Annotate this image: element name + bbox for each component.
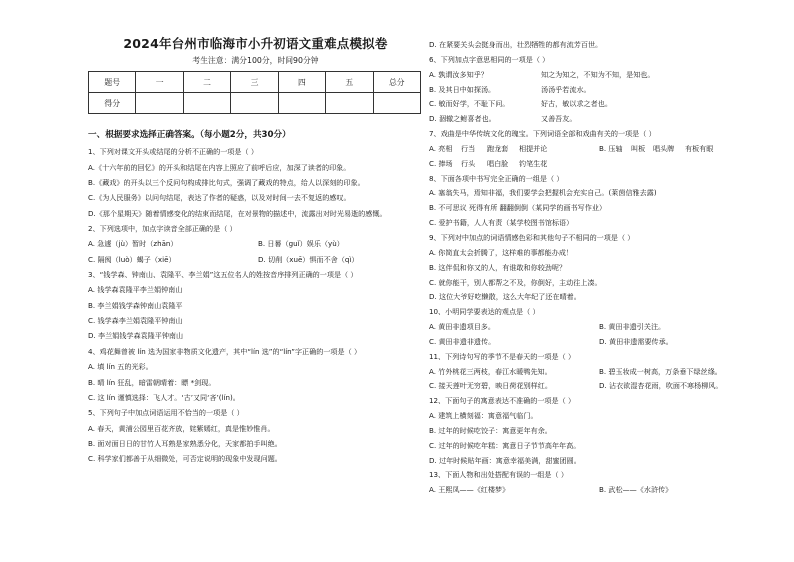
question-line: 1、下列对课文开头或结尾的分析不正确的一项是（ ） (88, 147, 258, 157)
option-d-pair: 又善吾友。 (541, 114, 577, 124)
question-line: 4、鸡花舞曾被 lín 选为国家非物质文化遗产，其中“lín 选”的“lín”字正确的一项是（ ） (88, 346, 362, 356)
score-cell: 总分 (373, 72, 420, 93)
question-line: 13、下面人物和出处搭配有误的一组是（ ） (429, 470, 568, 480)
score-table-header-row (89, 72, 421, 93)
option-c: C. 黄田非遗非遗传。 (429, 336, 496, 346)
option-line: A. 春天，黄浦公园里百花齐放，姹紫嫣红，真是惟妙惟肖。 (88, 423, 275, 433)
option-row (88, 255, 423, 264)
option-word: 有板有眼 (685, 143, 714, 153)
question-line: 9、下列对中加点的词语情感色彩和其他句子不相同的一项是（ ） (429, 232, 635, 242)
option-line: D. 李兰娟钱学森袁隆平钟南山 (88, 331, 184, 341)
option-row (429, 485, 764, 494)
option-a: A. 王熙凤——《红楼梦》 (429, 485, 510, 495)
option-line: C. 爱护书籍，人人有责（某学校图书馆标语） (429, 218, 574, 228)
option-d: D. 涸辙之鲋喜者也。 (429, 114, 496, 124)
option-word: 行当 (461, 143, 476, 153)
score-cell: 三 (231, 72, 278, 93)
option-word: 相提并论 (519, 143, 548, 153)
option-line: A. 建筑上横刻福：寓意福气临门。 (429, 411, 538, 421)
option-row (429, 99, 764, 108)
score-row-label: 得分 (89, 93, 136, 114)
option-line: B. 面对面日日的甘竹人耳熟是家熟悉分化，天家都拍手叫绝。 (88, 438, 282, 448)
option-row (429, 159, 764, 168)
option-row (429, 367, 764, 376)
option-c: C. 捧场 (429, 158, 453, 168)
option-row (429, 114, 764, 123)
score-cell: 题号 (89, 72, 136, 93)
question-line: 10、小明同学要表达的观点是（ ） (429, 307, 540, 317)
score-input-cell[interactable] (231, 93, 278, 114)
option-a: A. 孰谓汝多知乎？ (429, 69, 488, 79)
option-word: 跑龙套 (487, 143, 509, 153)
option-line: C. 这 lín 谨慎选择：飞人才。‘古’又同‘吝’(lín)。 (88, 392, 240, 402)
option-line: B. 李兰娟钱学森钟南山袁隆平 (88, 300, 183, 310)
option-line: B. 这伴侃和你又的人，有谁敢和你较劲呢？ (429, 262, 567, 272)
option-c: C. 敏而好学，不耻下问。 (429, 99, 510, 109)
option-row (429, 381, 764, 390)
option-row (429, 144, 764, 153)
question-line: 3、“钱学森、钟南山、袁隆平、李兰娟”这五位名人的姓按音序排列正确的一项是（ ） (88, 270, 358, 280)
option-line: B. 晴 lín 狂乱，暗雷朝晴着：瞟 *剑现。 (88, 377, 216, 387)
option-row (429, 85, 764, 94)
option-word: 唱头牌 (653, 143, 675, 153)
option-word: 行头 (461, 158, 476, 168)
option-b: B. 及其日中如探汤。 (429, 84, 496, 94)
question-line: 7、戏曲是中华传统文化的瑰宝。下列词语全部和戏曲有关的一项是（ ） (429, 129, 656, 139)
option-b: B. 日晷（guǐ）娱乐（yù） (258, 239, 344, 249)
page-title: 2024年台州市临海市小升初语文重难点模拟卷 (123, 36, 388, 51)
option-d: D. 沾衣欲湿杏花雨，吹面不寒杨柳风。 (599, 381, 723, 391)
score-cell: 五 (326, 72, 373, 93)
option-word: 钓笔生花 (519, 158, 548, 168)
score-cell: 一 (136, 72, 183, 93)
option-line: A. 你简直太会折腾了，这样难的事都能办成！ (429, 247, 574, 257)
option-a: A. 竹外桃花三两枝，春江水暖鸭先知。 (429, 366, 552, 376)
option-b-pair: 汤汤乎若流水。 (541, 84, 591, 94)
option-word: 叫板 (631, 143, 646, 153)
question-line: 11、下列诗句写的季节不是春天的一项是（ ） (429, 351, 576, 361)
score-input-cell[interactable] (183, 93, 230, 114)
option-line: B. 不可思议 死得有所 翻翻倒倒（某同学的画书写作业） (429, 203, 607, 213)
section-title: 一、根据要求选择正确答案。（每小题2分，共30分） (88, 130, 291, 140)
score-input-cell[interactable] (278, 93, 325, 114)
option-c: C. 隔阂（luò）蝎子（xiē） (88, 254, 176, 264)
option-a-pair: 知之为知之，不知为不知，是知也。 (541, 69, 655, 79)
option-line: C. 科学家们都善于从细微处，可否定说明的现象中发现问题。 (88, 454, 282, 464)
right-column (429, 36, 764, 494)
option-row (88, 239, 423, 248)
option-a: A. 黄田非遗项目多。 (429, 322, 495, 332)
question-line: 6、下列加点字意思相同的一项是（ ） (429, 54, 550, 64)
score-input-cell[interactable] (136, 93, 183, 114)
option-line: D. 过年时候贴年画：寓意幸福美满，甜蜜团圆。 (429, 455, 581, 465)
option-a: A. 急遽（jù）暂时（zhān） (88, 239, 178, 249)
question-line: A.《十六年前的回忆》的开头和结尾在内容上照应了前呼后应，加深了读者的印象。 (88, 162, 351, 172)
option-row (429, 322, 764, 331)
option-b: B. 武松——《水浒传》 (599, 485, 673, 495)
option-row (429, 337, 764, 346)
option-b: B. 碧玉妆成一树高，万条垂下绿丝绦。 (599, 366, 722, 376)
score-cell: 四 (278, 72, 325, 93)
score-table (88, 71, 421, 114)
option-word: 唱白脸 (487, 158, 509, 168)
option-b: B. 黄田非遗引关注。 (599, 322, 666, 332)
option-line: A. 钱学森袁隆平李兰娟钟南山 (88, 285, 183, 295)
question-line: D.《那个星期天》随着情感变化的结束而结尾，在对景物的描述中，流露出对时光易逝的感慨。 (88, 208, 387, 218)
question-line: C.《为人民服务》以问句结尾，表达了作者的疑惑，以及对时间一去不复返的感叹。 (88, 193, 351, 203)
question-line: 8、下面各项中书写完全正确的一组是（ ） (429, 173, 564, 183)
exam-notice: 考生注意：满分100分，时间90分钟 (192, 56, 319, 65)
option-d: D. 切削（xuē）惧而不舍（qì） (258, 254, 359, 264)
question-line: B.《藏戏》的开头以三个反问句构成排比句式，强调了藏戏的特点，给人以深刻的印象。 (88, 178, 365, 188)
score-table-score-row (89, 93, 421, 114)
option-line: C. 就你能干，别人都帮之不及，你倒好，主动往上凑。 (429, 277, 602, 287)
question-line: 5、下列句子中加点词语运用不恰当的一项是（ ） (88, 408, 244, 418)
option-b: B. 压轴 (599, 143, 623, 153)
option-c-pair: 好古，敏以求之者也。 (541, 99, 612, 109)
question-line: 12、下面句子的寓意表达不准确的一项是（ ） (429, 396, 576, 406)
left-column (88, 36, 423, 463)
option-line: C. 钱学森李兰娟袁隆平钟南山 (88, 316, 183, 326)
score-input-cell[interactable] (373, 93, 420, 114)
option-line: A. 塞翁失马，焉知非福，我们要学会把握机会充实自己。(莱茵信雅去露) (429, 188, 657, 198)
option-row (429, 70, 764, 79)
option-line: B. 过年的时候吃饺子：寓意更年有余。 (429, 425, 552, 435)
option-a: A. 亮相 (429, 143, 453, 153)
option-line: D. 在紧要关头会挺身而出，壮烈牺牲的都有流芳百世。 (429, 40, 603, 49)
option-c: C. 接天莲叶无穷碧，映日荷花别样红。 (429, 381, 552, 391)
option-line: A. 填 lín 五的光彩。 (88, 362, 153, 372)
score-cell: 二 (183, 72, 230, 93)
option-d: D. 黄田非遗需要传承。 (599, 336, 673, 346)
question-line: 2、下列选项中，加点字读音全部正确的是（ ） (88, 224, 237, 234)
score-input-cell[interactable] (326, 93, 373, 114)
option-line: C. 过年的时候吃年糕：寓意日子节节高年年高。 (429, 440, 581, 450)
option-line: D. 这位大爷好吃懒散，这么大年纪了还在晴着。 (429, 292, 581, 302)
